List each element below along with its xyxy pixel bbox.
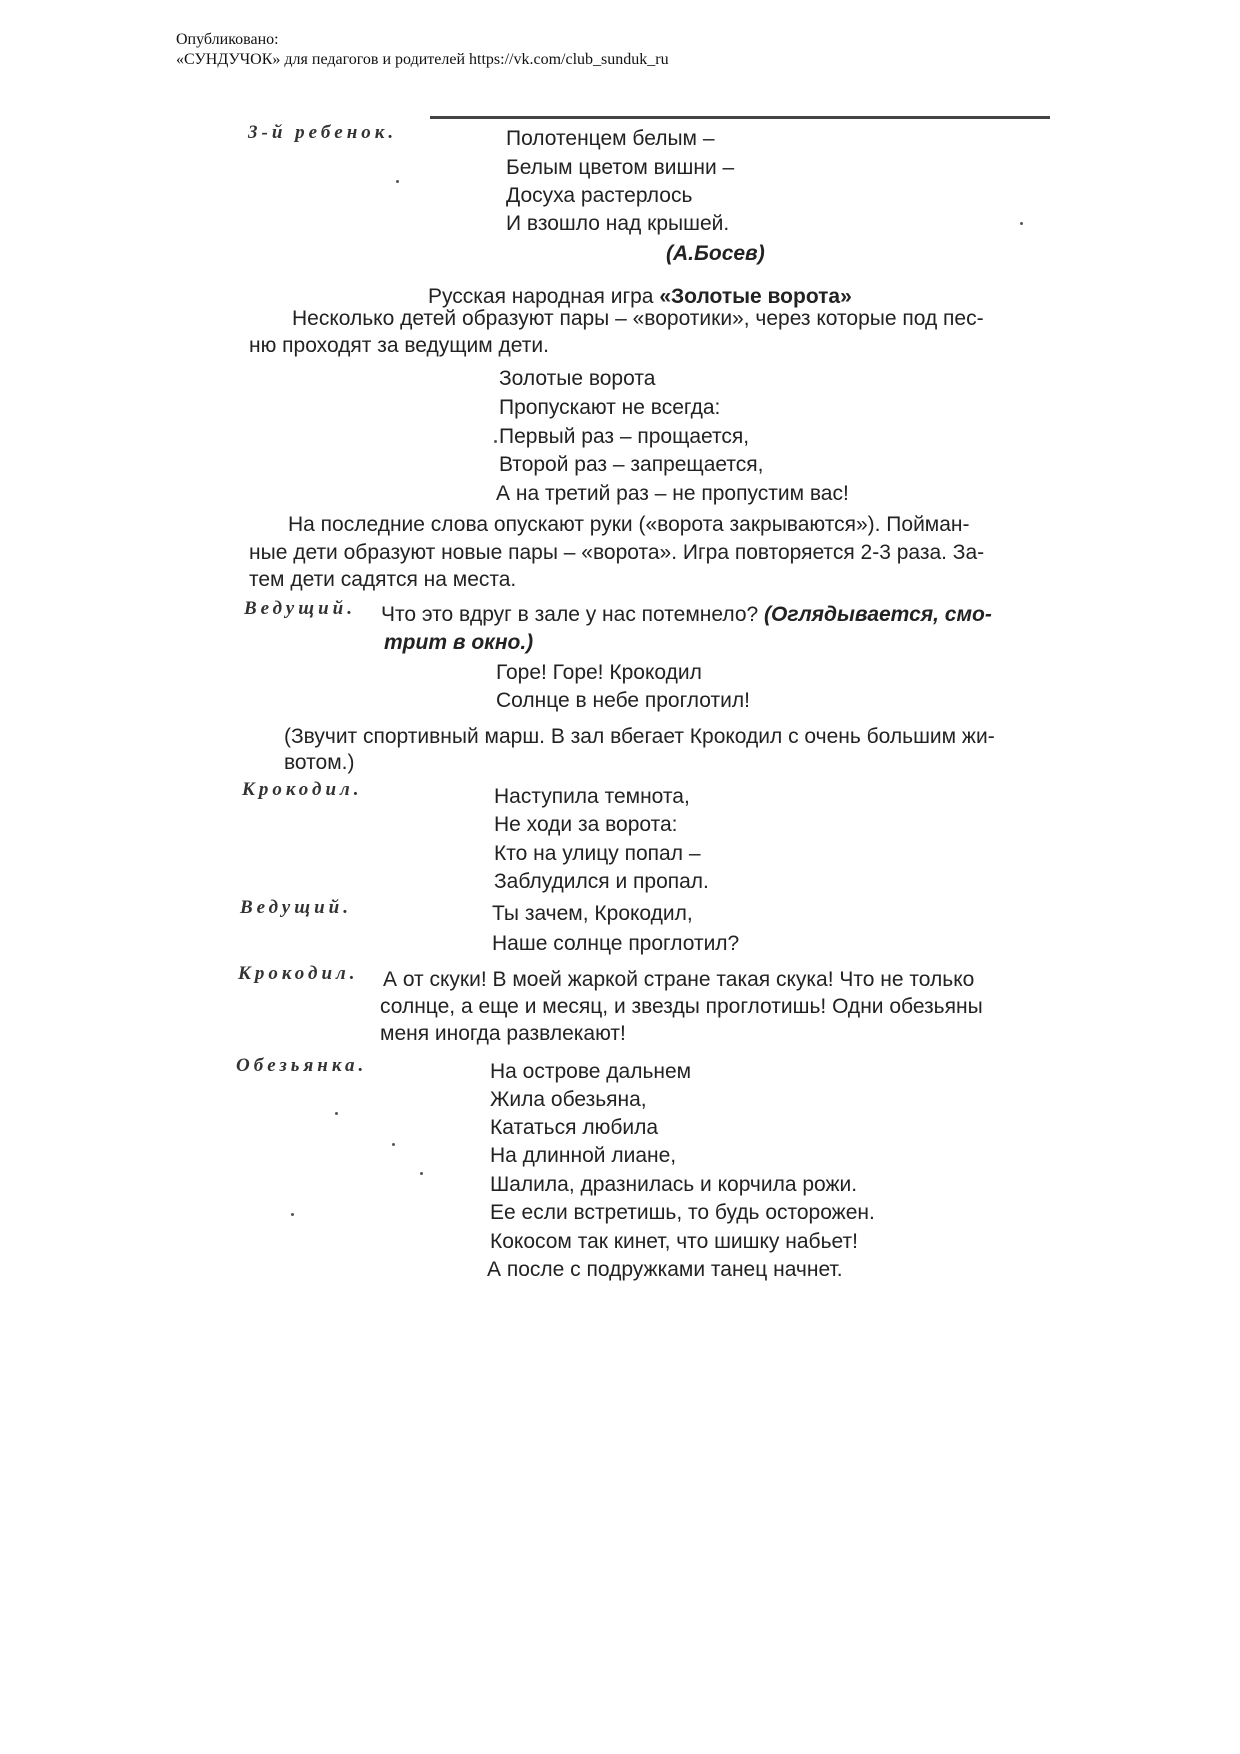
monkey-verse-line: Ее если встретишь, то будь осторожен. (490, 1201, 875, 1224)
scan-speck (392, 1143, 395, 1146)
speaker-host: Ведущий. (244, 598, 356, 619)
scan-speck (494, 440, 497, 443)
monkey-verse-line: Кататься любила (490, 1116, 659, 1139)
monkey-verse-line: Кокосом так кинет, что шишку набьет! (490, 1230, 858, 1253)
scan-speck (291, 1213, 294, 1216)
speaker-monkey: Обезьянка. (236, 1055, 368, 1076)
game-rules-line: тем дети садятся на места. (249, 568, 517, 591)
game-title-bold: «Золотые ворота» (659, 285, 852, 308)
stage-direction-line: (Звучит спортивный марш. В зал вбегает Крокодил с очень большим жи- (284, 725, 995, 748)
monkey-verse-line: Жила обезьяна, (490, 1088, 647, 1111)
stage-direction-line: вотом.) (284, 751, 355, 774)
game-verse-line: Золотые ворота (499, 367, 656, 390)
game-verse-line: Первый раз – прощается, (499, 425, 750, 448)
game-title-plain: Русская народная игра (428, 285, 660, 308)
host-question: Что это вдруг в зале у нас потемнело? (381, 603, 759, 626)
monkey-verse-line: Шалила, дразнилась и корчила рожи. (490, 1173, 858, 1196)
verse-line: Досуха растерлось (506, 184, 693, 207)
game-rules-line: На последние слова опускают руки («ворота закрываются»). Пойман- (288, 513, 970, 536)
game-intro-line: Несколько детей образуют пары – «воротики», через которые под пес- (292, 307, 984, 330)
publisher-credit: «СУНДУЧОК» для педагогов и родителей https://vk.com/club_sunduk_ru (176, 51, 669, 68)
game-verse-line: А на третий раз – не пропустим вас! (496, 482, 849, 505)
speaker-crocodile: Крокодил. (242, 779, 363, 800)
monkey-verse-line: А после с подружками танец начнет. (487, 1258, 843, 1281)
scan-speck (420, 1172, 423, 1175)
host-verse-line: Ты зачем, Крокодил, (492, 902, 693, 925)
monkey-verse-line: На острове дальнем (490, 1060, 692, 1083)
speaker-third-child: 3-й ребенок. (248, 122, 398, 143)
game-verse-line: Пропускают не всегда: (499, 396, 721, 419)
crocodile-verse-line: Заблудился и пропал. (494, 870, 709, 893)
host-verse-line: Горе! Горе! Крокодил (496, 661, 702, 684)
verse-line: Белым цветом вишни – (506, 156, 735, 179)
scan-speck (396, 180, 399, 183)
stage-note-continued: трит в окно.) (384, 631, 534, 654)
crocodile-verse-line: Не ходи за ворота: (494, 813, 678, 836)
speaker-host: Ведущий. (240, 897, 352, 918)
host-verse-line: Солнце в небе проглотил! (496, 689, 750, 712)
game-verse-line: Второй раз – запрещается, (499, 453, 764, 476)
published-label: Опубликовано: (176, 31, 279, 48)
monkey-verse-line: На длинной лиане, (490, 1144, 677, 1167)
game-intro-line: ню проходят за ведущим дети. (249, 334, 549, 357)
verse-line: Полотенцем белым – (506, 127, 715, 150)
crocodile-verse-line: Кто на улицу попал – (494, 842, 701, 865)
stage-note: (Оглядывается, смо- (764, 603, 992, 626)
scan-speck (1020, 222, 1023, 225)
game-rules-line: ные дети образуют новые пары – «ворота». Игра повторяется 2-3 раза. За- (249, 541, 985, 564)
host-verse-line: Наше солнце проглотил? (492, 932, 740, 955)
scan-speck (335, 1112, 338, 1115)
crocodile-verse-line: Наступила темнота, (494, 785, 690, 808)
crocodile-speech-line: меня иногда развлекают! (380, 1022, 626, 1045)
top-rule (430, 116, 1050, 119)
host-line (381, 602, 992, 628)
speaker-crocodile: Крокодил. (238, 963, 359, 984)
verse-line: И взошло над крышей. (506, 212, 730, 235)
crocodile-speech-line: А от скуки! В моей жаркой стране такая скука! Что не только (383, 968, 975, 991)
poem-author: (А.Босев) (666, 242, 765, 265)
crocodile-speech-line: солнце, а еще и месяц, и звезды проглотишь! Одни обезьяны (380, 995, 983, 1018)
publication-header (176, 30, 669, 70)
